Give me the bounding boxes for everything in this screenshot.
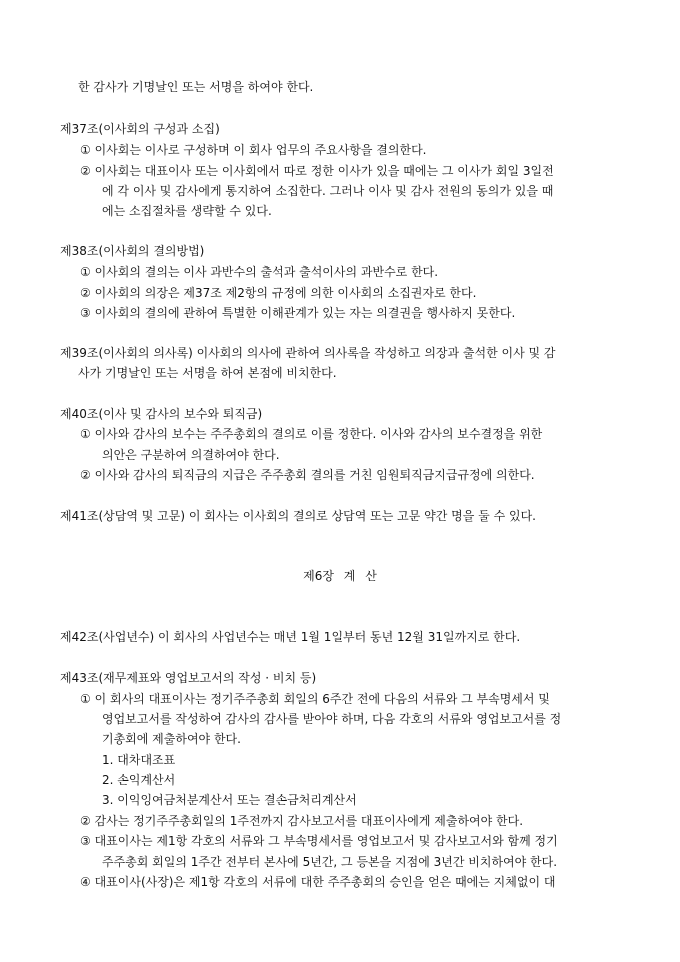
article-40-item-1: ① 이사와 감사의 보수는 주주총회의 결의로 이를 정한다. 이사와 감사의 보수결정을 위한 (80, 427, 543, 441)
article-40-heading: 제40조(이사 및 감사의 보수와 퇴직금) (60, 407, 263, 421)
article-41-text: 제41조(상담역 및 고문) 이 회사는 이사회의 결의로 상담역 또는 고문 약간 명을 둘 수 있다. (60, 509, 536, 523)
article-43-item-1: ① 이 회사의 대표이사는 정기주주총회 회일의 6주간 전에 다음의 서류와 그 부속명세서 및 (80, 692, 550, 706)
article-38-item-3: ③ 이사회의 결의에 관하여 특별한 이해관계가 있는 자는 의결권을 행사하지 못한다. (80, 306, 516, 320)
article-42-text: 제42조(사업년수) 이 회사의 사업년수는 매년 1월 1일부터 동년 12월 31일까지로 한다. (60, 630, 521, 644)
article-39-text-cont: 사가 기명날인 또는 서명을 하여 본점에 비치한다. (78, 366, 337, 380)
article-38-item-1: ① 이사회의 결의는 이사 과반수의 출석과 출석이사의 과반수로 한다. (80, 265, 439, 279)
article-40-item-2: ② 이사와 감사의 퇴직금의 지급은 주주총회 결의를 거친 임원퇴직금지급규정에 의한다. (80, 468, 535, 482)
article-37-item-2-cont: 에는 소집절차를 생략할 수 있다. (102, 204, 272, 218)
article-38-item-2: ② 이사회의 의장은 제37조 제2항의 규정에 의한 이사회의 소집권자로 한다. (80, 286, 477, 300)
article-43-sub-3: 3. 이익잉여금처분계산서 또는 결손금처리계산서 (102, 793, 357, 807)
article-43-sub-1: 1. 대차대조표 (102, 753, 176, 767)
article-37-item-1: ① 이사회는 이사로 구성하며 이 회사 업무의 주요사항을 결의한다. (80, 143, 427, 157)
article-40-item-1-cont: 의안은 구분하여 의결하여야 한다. (102, 448, 280, 462)
top-continuation-text: 한 감사가 기명날인 또는 서명을 하여야 한다. (78, 80, 314, 94)
article-37-item-2-cont: 에 각 이사 및 감사에게 통지하여 소집한다. 그러나 이사 및 감사 전원의 동의가 있을 때 (102, 184, 554, 198)
article-43-item-1-cont: 기총회에 제출하여야 한다. (102, 732, 241, 746)
article-37-item-2: ② 이사회는 대표이사 또는 이사회에서 따로 정한 이사가 있을 때에는 그 이사가 회일 3일전 (80, 164, 554, 178)
article-43-item-4: ④ 대표이사(사장)은 제1항 각호의 서류에 대한 주주총회의 승인을 얻은 때에는 지체없이 대 (80, 875, 556, 889)
article-43-item-3-cont: 주주총회 회일의 1주간 전부터 본사에 5년간, 그 등본을 지점에 3년간 비치하여야 한다. (102, 855, 558, 869)
article-43-item-1-cont: 영업보고서를 작성하여 감사의 감사를 받아야 하며, 다음 각호의 서류와 영업보고서를 정 (102, 712, 562, 726)
chapter-6-title: 제6장 계 산 (303, 569, 377, 583)
article-37-heading: 제37조(이사회의 구성과 소집) (60, 122, 220, 136)
article-43-heading: 제43조(재무제표와 영업보고서의 작성 · 비치 등) (60, 671, 317, 685)
article-38-heading: 제38조(이사회의 결의방법) (60, 244, 205, 258)
article-39-text: 제39조(이사회의 의사록) 이사회의 의사에 관하여 의사록을 작성하고 의장과 출석한 이사 및 감 (60, 346, 556, 360)
article-43-item-2: ② 감사는 정기주주총회일의 1주전까지 감사보고서를 대표이사에게 제출하여야 한다. (80, 814, 524, 828)
article-43-item-3: ③ 대표이사는 제1항 각호의 서류와 그 부속명세서를 영업보고서 및 감사보고서와 함께 정기 (80, 834, 558, 848)
article-43-sub-2: 2. 손익계산서 (102, 773, 176, 787)
